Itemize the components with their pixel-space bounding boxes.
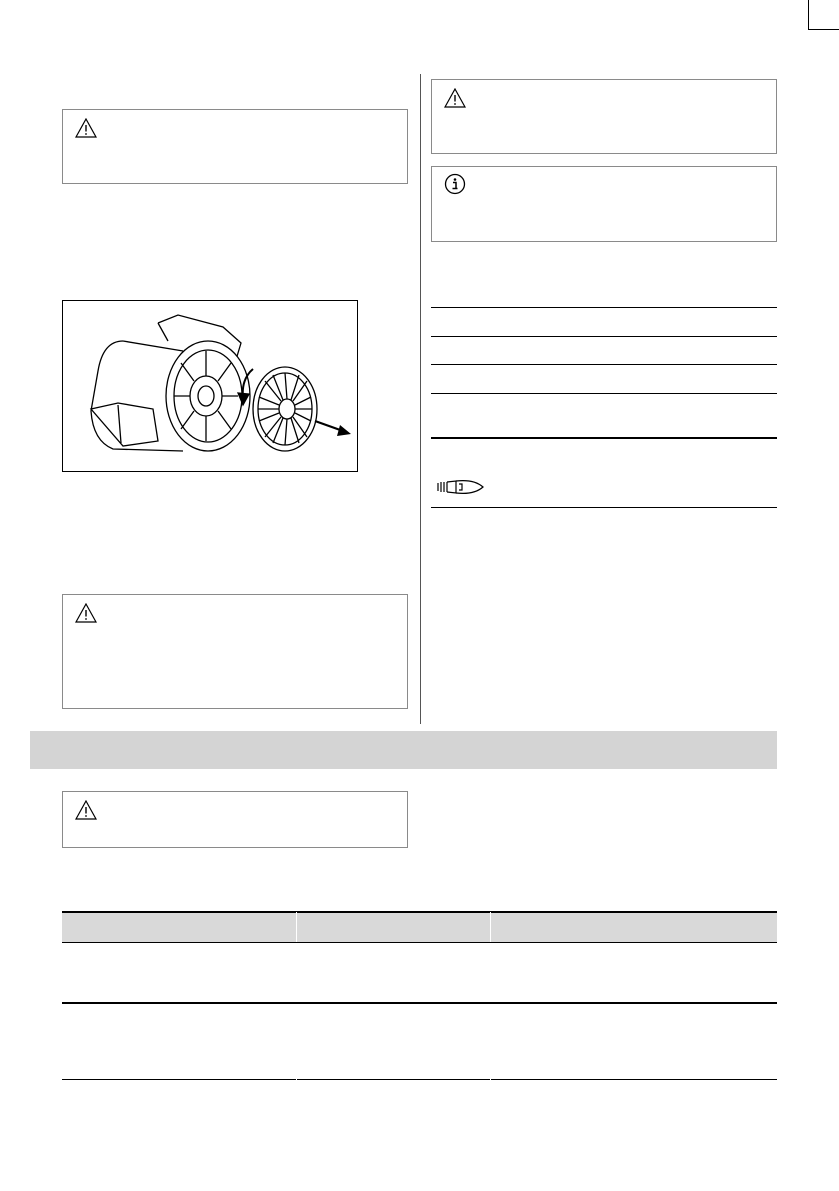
section-heading-bar (30, 731, 777, 769)
table-rule (431, 364, 777, 365)
light-bulb-icon (436, 477, 486, 497)
table-rule (62, 1079, 777, 1080)
fan-filter-removal-drawing (63, 301, 357, 471)
crop-mark-top-vertical (808, 0, 809, 30)
table-header-row (62, 912, 777, 942)
table-column-separator (490, 912, 491, 942)
table-rule (431, 393, 777, 394)
warning-box-1 (62, 109, 408, 184)
table-rule (62, 1002, 777, 1004)
table-rule (431, 507, 777, 508)
table-column-separator (296, 912, 297, 942)
filter-illustration (62, 300, 358, 472)
warning-triangle-icon (75, 603, 97, 623)
warning-triangle-icon (75, 118, 97, 138)
warning-triangle-icon (75, 800, 97, 820)
table-rule (431, 307, 777, 308)
info-box (431, 166, 777, 242)
warning-box-3 (431, 79, 777, 154)
table-rule (62, 911, 777, 913)
table-rule (431, 437, 777, 439)
table-rule (431, 336, 777, 337)
warning-box-4 (62, 791, 408, 848)
crop-mark-top-horizontal (808, 29, 839, 30)
column-divider (420, 74, 421, 724)
info-circle-icon (444, 173, 466, 195)
warning-box-2 (62, 594, 408, 709)
table-column-separator (296, 1079, 297, 1081)
warning-triangle-icon (444, 88, 466, 108)
table-rule (62, 942, 777, 943)
table-column-separator (490, 1079, 491, 1081)
